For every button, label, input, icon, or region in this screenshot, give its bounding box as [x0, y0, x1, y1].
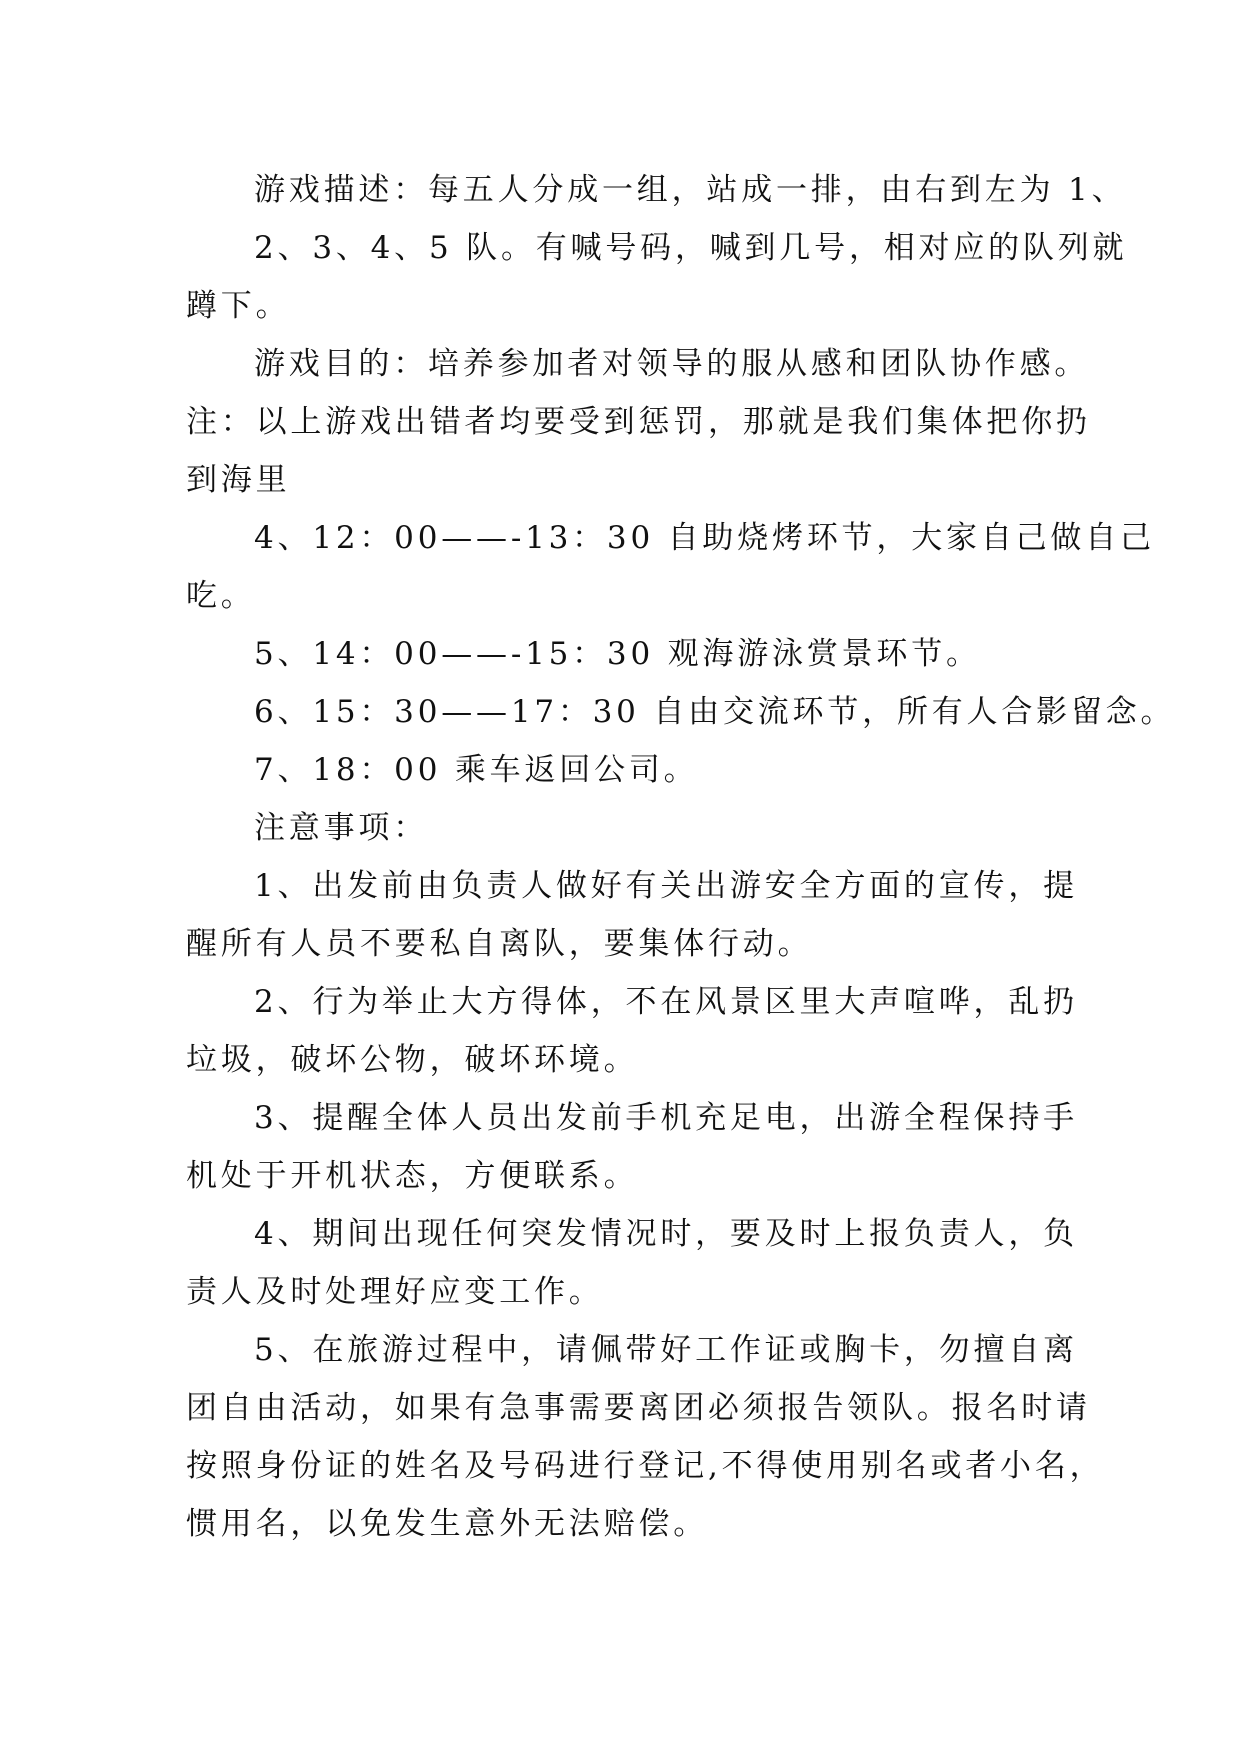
text-line: 注意事项： [254, 810, 428, 846]
text-line: 3、提醒全体人员出发前手机充足电，出游全程保持手 [254, 1100, 1078, 1136]
text-line: 游戏目的：培养参加者对领导的服从感和团队协作感。 [254, 346, 1090, 382]
text-line: 责人及时处理好应变工作。 [186, 1274, 604, 1310]
text-line: 吃。 [186, 578, 256, 614]
text-line: 2、3、4、5 队。有喊号码，喊到几号，相对应的队列就 [254, 230, 1128, 266]
text-line: 5、在旅游过程中，请佩带好工作证或胸卡，勿擅自离 [254, 1332, 1078, 1368]
text-line: 游戏描述：每五人分成一组，站成一排，由右到左为 1、 [254, 172, 1127, 208]
text-line: 2、行为举止大方得体，不在风景区里大声喧哗，乱扔 [254, 984, 1078, 1020]
text-line: 6、15：30——17：30 自由交流环节，所有人合影留念。 [254, 694, 1176, 730]
text-line: 按照身份证的姓名及号码进行登记,不得使用别名或者小名， [186, 1448, 1105, 1484]
text-line: 7、18：00 乘车返回公司。 [254, 752, 699, 788]
text-line: 4、12：00——-13：30 自助烧烤环节，大家自己做自己 [254, 520, 1155, 556]
text-line: 4、期间出现任何突发情况时，要及时上报负责人，负 [254, 1216, 1078, 1252]
text-line: 到海里 [186, 462, 291, 498]
text-line: 机处于开机状态，方便联系。 [186, 1158, 639, 1194]
text-line: 5、14：00——-15：30 观海游泳赏景环节。 [254, 636, 981, 672]
text-line: 惯用名，以免发生意外无法赔偿。 [186, 1506, 708, 1542]
text-line: 1、出发前由负责人做好有关出游安全方面的宣传，提 [254, 868, 1078, 904]
text-line: 团自由活动，如果有急事需要离团必须报告领队。报名时请 [186, 1390, 1091, 1426]
text-line: 垃圾，破坏公物，破坏环境。 [186, 1042, 639, 1078]
text-line: 醒所有人员不要私自离队，要集体行动。 [186, 926, 813, 962]
text-line: 蹲下。 [186, 288, 291, 324]
text-line: 注：以上游戏出错者均要受到惩罚，那就是我们集体把你扔 [186, 404, 1091, 440]
